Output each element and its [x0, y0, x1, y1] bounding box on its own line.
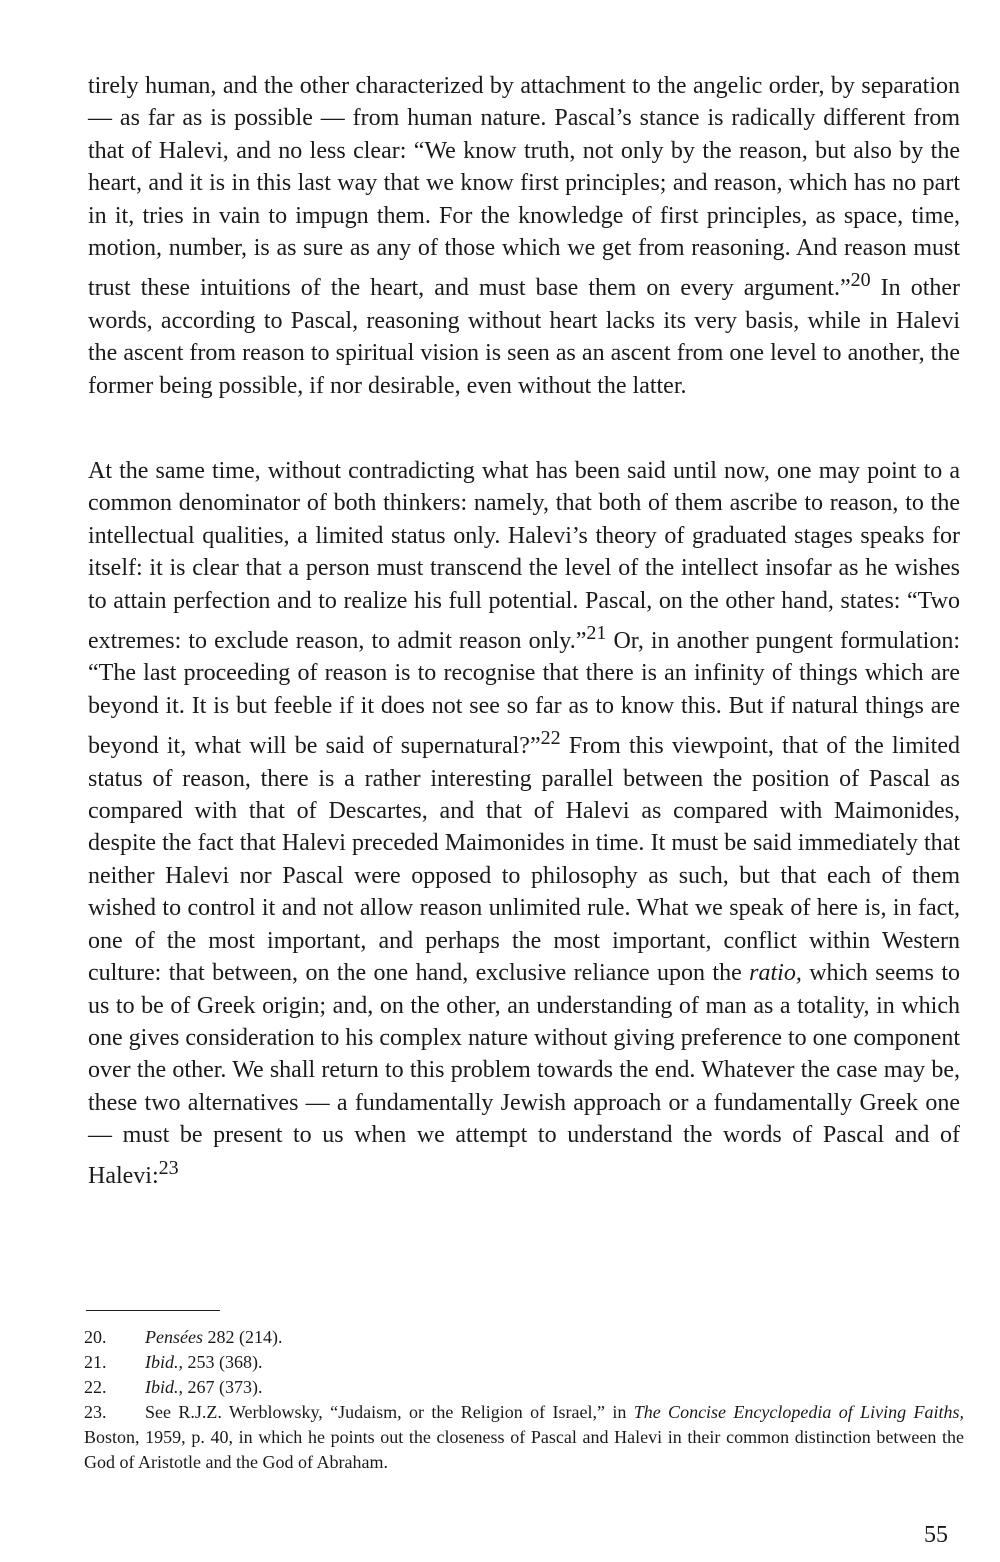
footnote-italic: Ibid.,: [145, 1352, 183, 1372]
footnote-number: 22.: [84, 1377, 107, 1397]
paragraph-2-text-b: Or, in another pungent formulation: “The last proceeding of reason is to recognise that there is an infinity of things which are beyond it. It is but feeble if it does not see so far as to know this. But if natural things are beyond it, what will be said of supernatural?”: [88, 628, 960, 760]
footnote-20: [84, 1325, 964, 1350]
footnote-text: 253 (368).: [183, 1352, 263, 1372]
footnote-number: 21.: [84, 1352, 107, 1372]
footnote-italic: Pensées: [145, 1327, 203, 1347]
footnote-number: 23.: [84, 1402, 107, 1422]
footnote-text-end: Boston, 1959, p. 40, in which he points out the closeness of Pascal and Halevi in their common distinction between the God of Aristotle and the God of Abraham.: [84, 1427, 964, 1472]
ratio-italic: ratio,: [749, 960, 802, 987]
footnote-number: 20.: [84, 1327, 107, 1347]
paragraph-2-text-a: At the same time, without contradicting what has been said until now, one may point to a common denominator of both thinkers: namely, that both of them ascribe to reason, to the intellectual qualities, a limited status only. Halevi’s theory of graduated stages speaks for itself: it is clear that a person must transcend the level of the intellect insofar as he wishes to attain perfection and to realize his full potential. Pascal, on the other hand, states: “Two extremes: to exclude reason, to admit reason only.”: [88, 458, 960, 655]
page-number: 55: [924, 1522, 948, 1548]
footnote-text: 282 (214).: [202, 1327, 283, 1347]
footnote-divider: [86, 1310, 220, 1311]
body-paragraph-2: [88, 455, 960, 1192]
footnote-italic: Ibid.,: [145, 1377, 183, 1397]
footnote-22: [84, 1375, 964, 1400]
footnote-italic: The Concise Encyclopedia of Living Faiths,: [633, 1402, 964, 1422]
footnotes: [84, 1325, 964, 1475]
footnote-ref-23: 23: [158, 1156, 179, 1179]
paragraph-1-text-a: tirely human, and the other characterized by attachment to the angelic order, by separation — as far as is possible — from human nature. Pascal’s stance is radically different from that of Halevi, and no less clear: “We know truth, not only by the reason, but also by the heart, and it is in this last way that we know first principles; and reason, which has no part in it, tries in vain to impugn them. For the knowledge of first principles, as space, time, motion, number, is as sure as any of those which we get from reasoning. And reason must trust these intuitions of the heart, and must base them on every argument.”: [88, 73, 960, 302]
footnote-ref-20: 20: [850, 269, 871, 292]
footnote-23: [84, 1400, 964, 1475]
footnote-21: [84, 1350, 964, 1375]
body-paragraph-1: [88, 70, 960, 402]
footnote-ref-21: 21: [586, 622, 607, 645]
paragraph-1-text-b: In other words, according to Pascal, reasoning without heart lacks its very basis, while in Halevi the ascent from reason to spiritual vision is seen as an ascent from one level to another, the former being possible, if nor desirable, even without the latter.: [88, 275, 961, 399]
paragraph-2-text-d: which seems to us to be of Greek origin; and, on the other, an understanding of man as a totality, in which one gives consideration to his complex nature without giving preference to one component over the other. We shall return to this problem towards the end. Whatever the case may be, these two alternatives — a fundamentally Jewish approach or a fundamentally Greek one — must be present to us when we attempt to understand the words of Pascal and of Halevi:: [88, 960, 960, 1189]
footnote-ref-22: 22: [540, 727, 561, 750]
paragraph-2-text-c: From this viewpoint, that of the limited status of reason, there is a rather interesting parallel between the position of Pascal as compared with that of Descartes, and that of Halevi as compared with Maimonides, despite the fact that Halevi preceded Maimonides in time. It must be said immediately that neither Halevi nor Pascal were opposed to philosophy as such, but that each of them wished to control it and not allow reason unlimited rule. What we speak of here is, in fact, one of the most important, and perhaps the most important, conflict within Western culture: that between, on the one hand, exclusive reliance upon the: [88, 733, 961, 987]
footnote-text: See R.J.Z. Werblowsky, “Judaism, or the Religion of Israel,” in: [145, 1402, 634, 1422]
footnote-text: 267 (373).: [183, 1377, 263, 1397]
